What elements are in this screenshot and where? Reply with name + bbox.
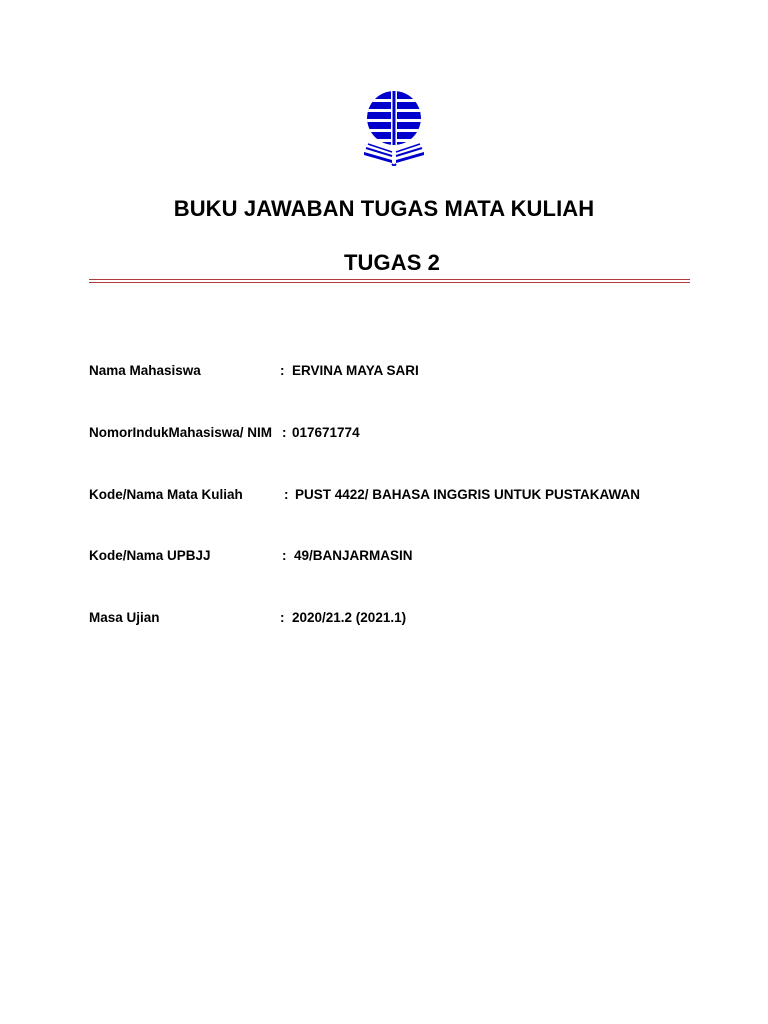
field-label: Nama Mahasiswa (89, 363, 201, 378)
universitas-terbuka-logo-icon (358, 90, 430, 166)
field-colon: : (284, 487, 289, 502)
divider-line (89, 282, 690, 283)
divider-line (89, 279, 690, 280)
field-value: ERVINA MAYA SARI (292, 363, 419, 378)
field-value: 2020/21.2 (2021.1) (292, 610, 407, 625)
page-title: BUKU JAWABAN TUGAS MATA KULIAH (173, 196, 595, 221)
field-colon: : (282, 548, 287, 563)
field-label: Masa Ujian (89, 610, 160, 625)
field-value: 49/BANJARMASIN (294, 548, 413, 563)
field-colon: : (282, 425, 287, 440)
field-label: Kode/Nama Mata Kuliah (89, 487, 243, 502)
page-subtitle: TUGAS 2 (343, 250, 441, 275)
field-colon: : (280, 363, 285, 378)
field-label: Kode/Nama UPBJJ (89, 548, 211, 563)
field-colon: : (280, 610, 285, 625)
field-value: PUST 4422/ BAHASA INGGRIS UNTUK PUSTAKAWAN (295, 487, 641, 502)
field-label: NomorIndukMahasiswa/ NIM (89, 425, 273, 440)
field-value: 017671774 (292, 425, 360, 440)
